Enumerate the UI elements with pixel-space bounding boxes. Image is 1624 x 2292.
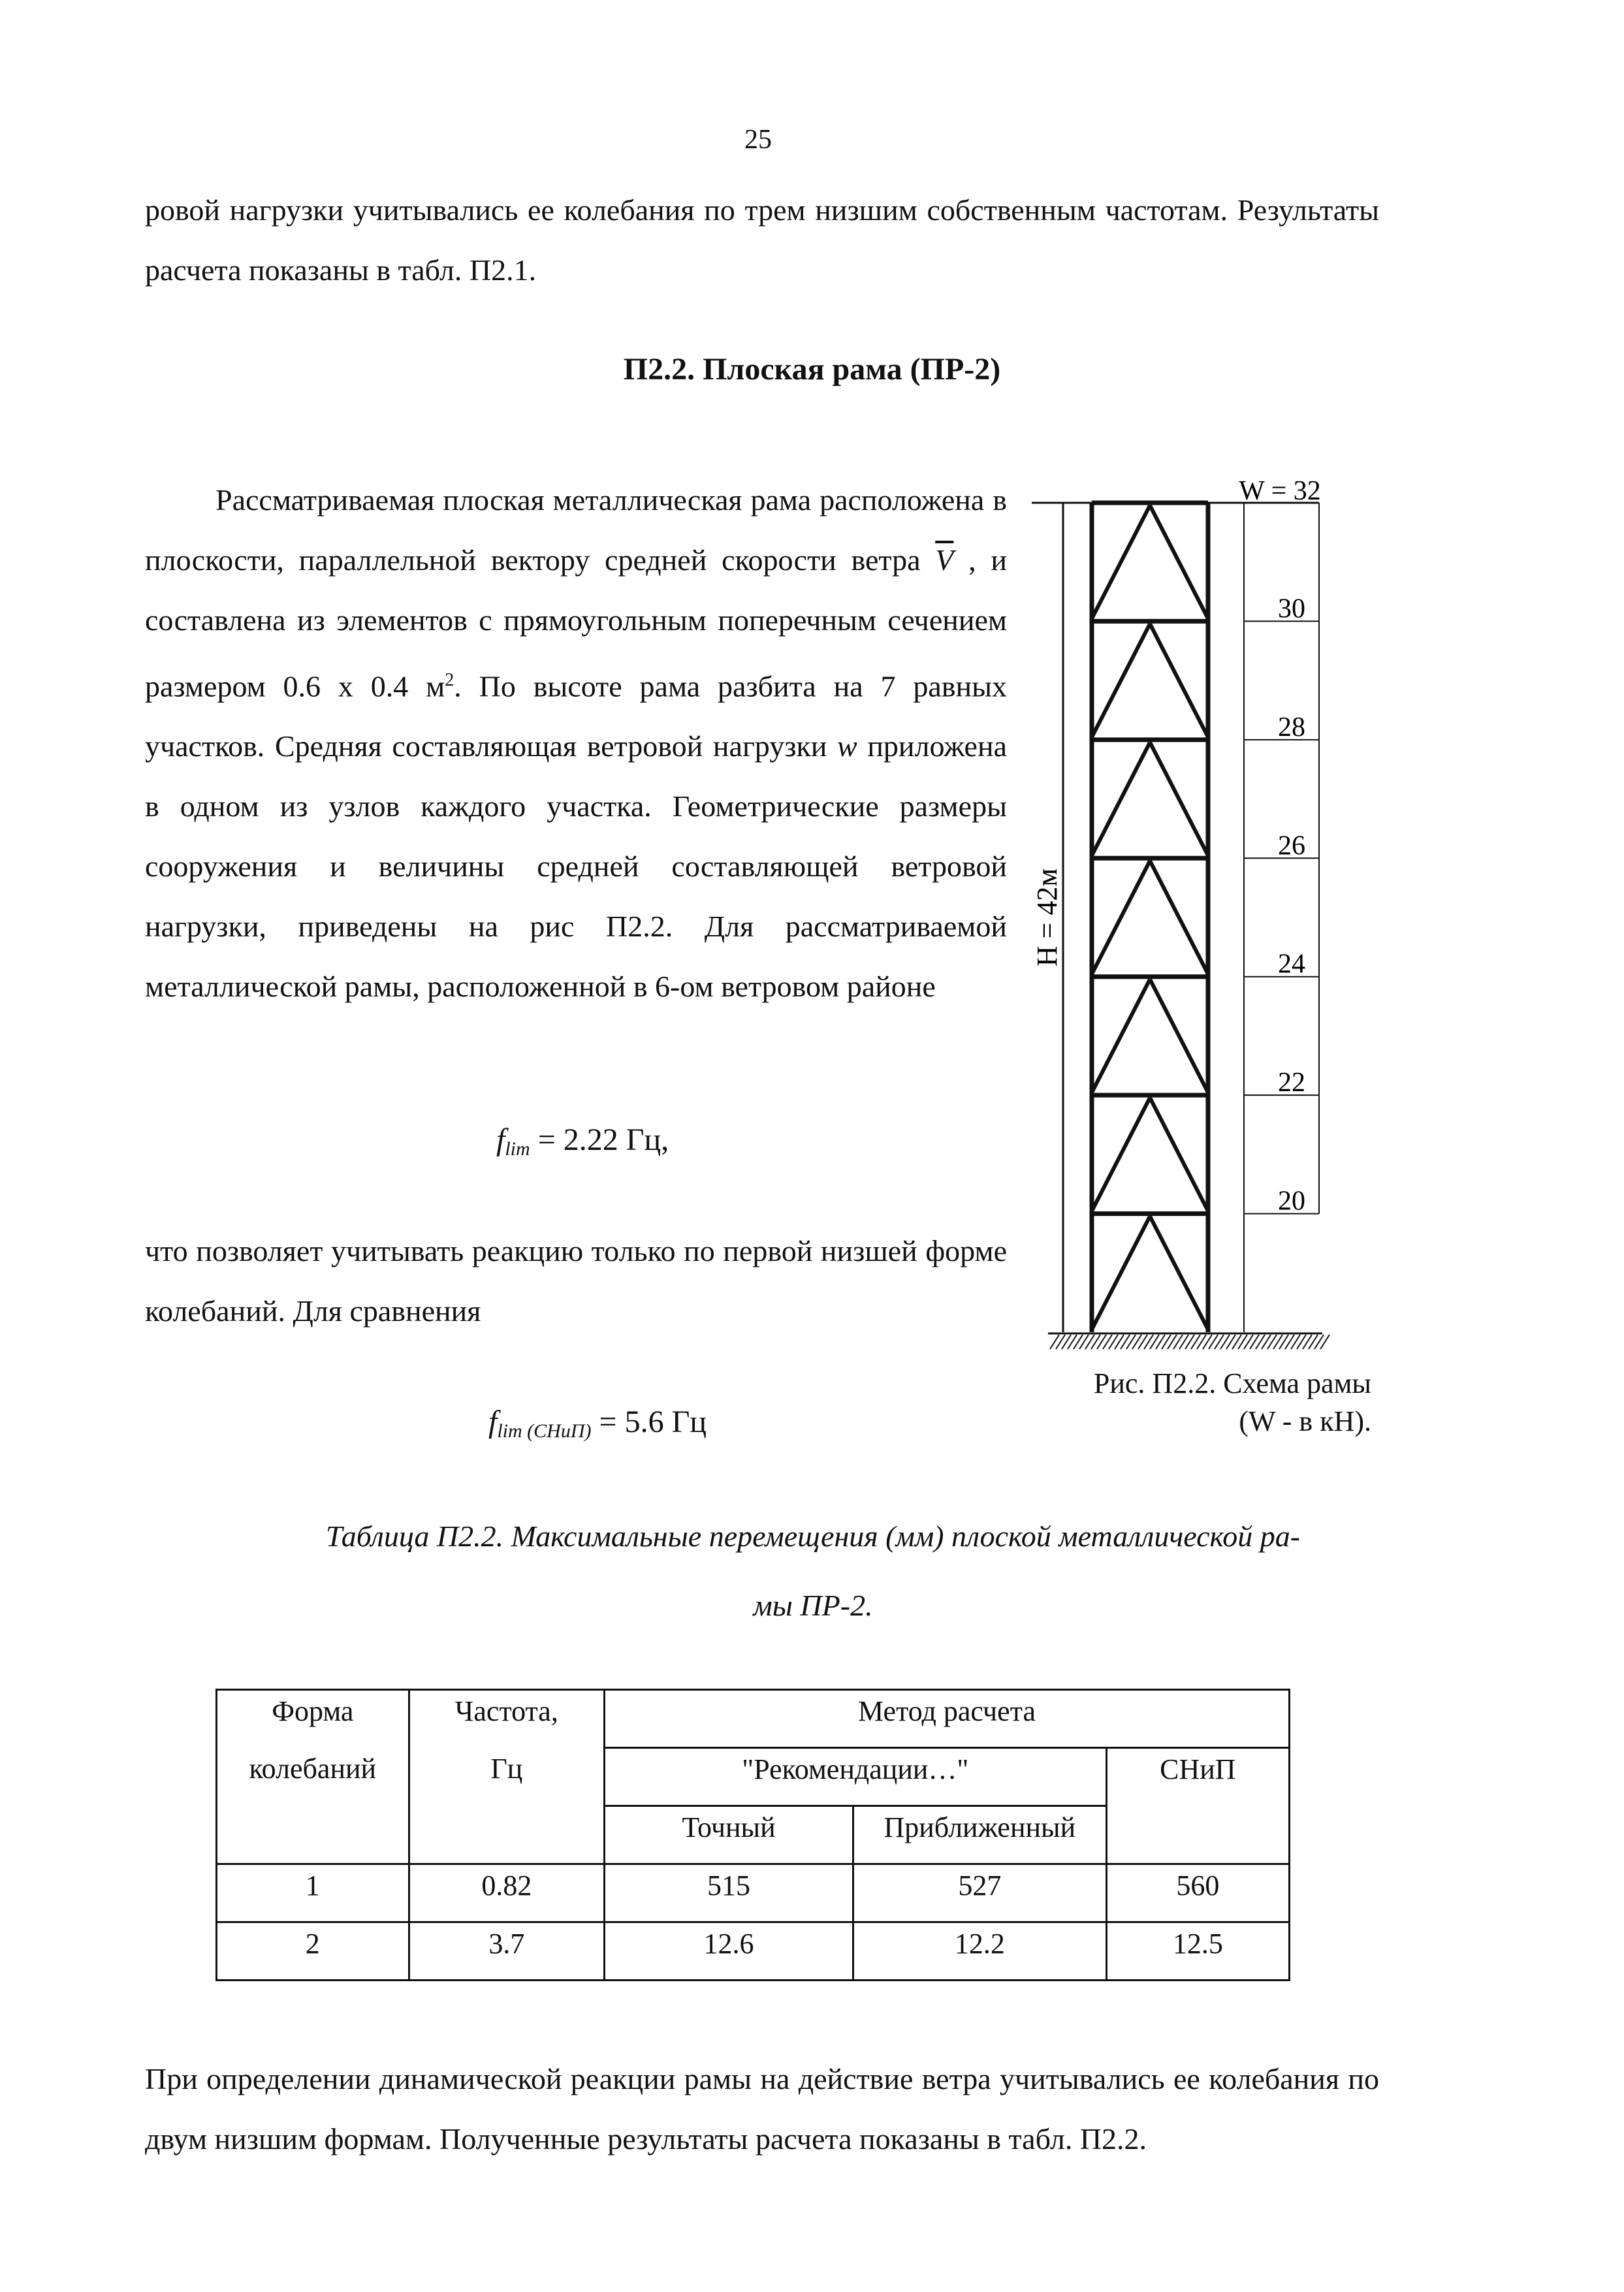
header-exact: Точный (605, 1806, 853, 1864)
load-label: 28 (1278, 712, 1305, 742)
paragraph-comparison: что позволяет учитывать реакцию только по первой низшей форме колебаний. Для сравнения (145, 1234, 1007, 1328)
cell-approx: 527 (853, 1864, 1107, 1922)
header-method: Метод расчета (605, 1690, 1290, 1748)
table-row (217, 1922, 1290, 1981)
formula1-symbol: f (496, 1122, 505, 1157)
load-symbol: w (836, 729, 857, 763)
frame-brace (1150, 505, 1208, 618)
frame-diagram (1019, 470, 1384, 1397)
frame-brace (1092, 861, 1150, 974)
formula-flim (496, 1122, 669, 1160)
frame-brace (1092, 742, 1150, 855)
header-freq-line1: Частота, (409, 1690, 604, 1748)
top-load-label: W = 32 (1239, 476, 1321, 506)
frame-brace (1092, 1098, 1150, 1211)
figure-caption-line2: (W - в кН). (1239, 1405, 1371, 1437)
cell-exact: 515 (605, 1864, 853, 1922)
header-mode-line1: Форма (217, 1690, 409, 1748)
header-recommendations: "Рекомендации…" (605, 1748, 1107, 1806)
cell-exact: 12.6 (605, 1922, 853, 1981)
para2-part2: , и составлена из элементов с прямоугольным поперечным сечением размером 0.6 х 0.4 м (145, 543, 1007, 703)
ground-hatching (1050, 1335, 1329, 1349)
cell-freq: 0.82 (409, 1864, 604, 1922)
header-mode-line2: колебаний (217, 1748, 409, 1806)
figure-caption-line1: Рис. П2.2. Схема рамы (1093, 1367, 1371, 1399)
figure-caption (1006, 1365, 1371, 1440)
frame-brace (1150, 1217, 1208, 1329)
frame-panels (1092, 503, 1208, 1329)
table-header-row-3 (217, 1806, 1290, 1864)
cell-approx: 12.2 (853, 1922, 1107, 1981)
formula-flim-snip (488, 1404, 707, 1442)
frame-brace (1150, 1098, 1208, 1211)
cell-freq: 3.7 (409, 1922, 604, 1981)
frame-brace (1092, 979, 1150, 1092)
formula2-value: = 5.6 Гц (591, 1405, 707, 1439)
header-approx: Приближенный (853, 1806, 1107, 1864)
formula2-symbol: f (488, 1405, 498, 1439)
para2-part4: приложена в одном из узлов каждого участка. Геометрические размеры сооружения и величины средней составляющей ветровой нагрузки, приведены на рис П2.2. Для рассматриваемой металлической рамы, расположенной в 6-ом ветровом районе (145, 729, 1007, 1004)
table-title (157, 1502, 1469, 1640)
frame-brace (1092, 505, 1150, 618)
cell-mode: 1 (217, 1864, 409, 1922)
frame-brace (1092, 1217, 1150, 1329)
header-freq-line2: Гц (409, 1748, 604, 1806)
load-label: 20 (1278, 1186, 1305, 1217)
load-labels (1244, 503, 1319, 1217)
height-label: Н = 42м (1031, 868, 1063, 967)
formula1-sub: lim (505, 1138, 530, 1160)
formula1-value: = 2.22 Гц, (530, 1122, 669, 1157)
load-label: 30 (1278, 594, 1305, 624)
frame-brace (1150, 624, 1208, 737)
table-title-line1: Таблица П2.2. Максимальные перемещения (мм) плоской металлической ра- (325, 1520, 1301, 1553)
header-snip: СНиП (1106, 1748, 1289, 1806)
table-title-line2: мы ПР-2. (753, 1589, 873, 1622)
formula2-sub: lim (СНиП) (497, 1420, 592, 1442)
frame-brace (1092, 624, 1150, 737)
paragraph-frame-description (145, 470, 1007, 1017)
table-header-row-1 (217, 1690, 1290, 1748)
results-table (215, 1689, 1290, 1981)
para2-part1: Рассматриваемая плоская металлическая рама расположена в плоскости, параллельной вектору средней скорости ветра (145, 483, 1007, 577)
cell-snip: 12.5 (1106, 1922, 1289, 1981)
cell-mode: 2 (217, 1922, 409, 1981)
table-header-row-2 (217, 1748, 1290, 1806)
cell-snip: 560 (1106, 1864, 1289, 1922)
paragraph-continuation: ровой нагрузки учитывались ее колебания по трем низшим собственным частотам. Результаты расчета показаны в табл. П2.1. (145, 193, 1379, 287)
page-number: 25 (744, 125, 772, 155)
load-label: 22 (1278, 1068, 1305, 1098)
frame-brace (1150, 742, 1208, 855)
load-label: 26 (1278, 831, 1305, 861)
paragraph-conclusion: При определении динамической реакции рамы на действие ветра учитывались ее колебания по двум низшим формам. Полученные результаты расчета показаны в табл. П2.2. (145, 2062, 1379, 2156)
superscript-2: 2 (445, 670, 454, 690)
load-label: 24 (1278, 949, 1305, 979)
velocity-symbol: $\overline{V}$ (935, 543, 954, 577)
section-heading: П2.2. Плоская рама (ПР-2) (623, 352, 1001, 387)
frame-brace (1150, 979, 1208, 1092)
table-row (217, 1864, 1290, 1922)
para2-part3: . По высоте рама разбита на 7 равных участков. Средняя составляющая ветровой нагрузки (145, 669, 1007, 763)
frame-brace (1150, 861, 1208, 974)
